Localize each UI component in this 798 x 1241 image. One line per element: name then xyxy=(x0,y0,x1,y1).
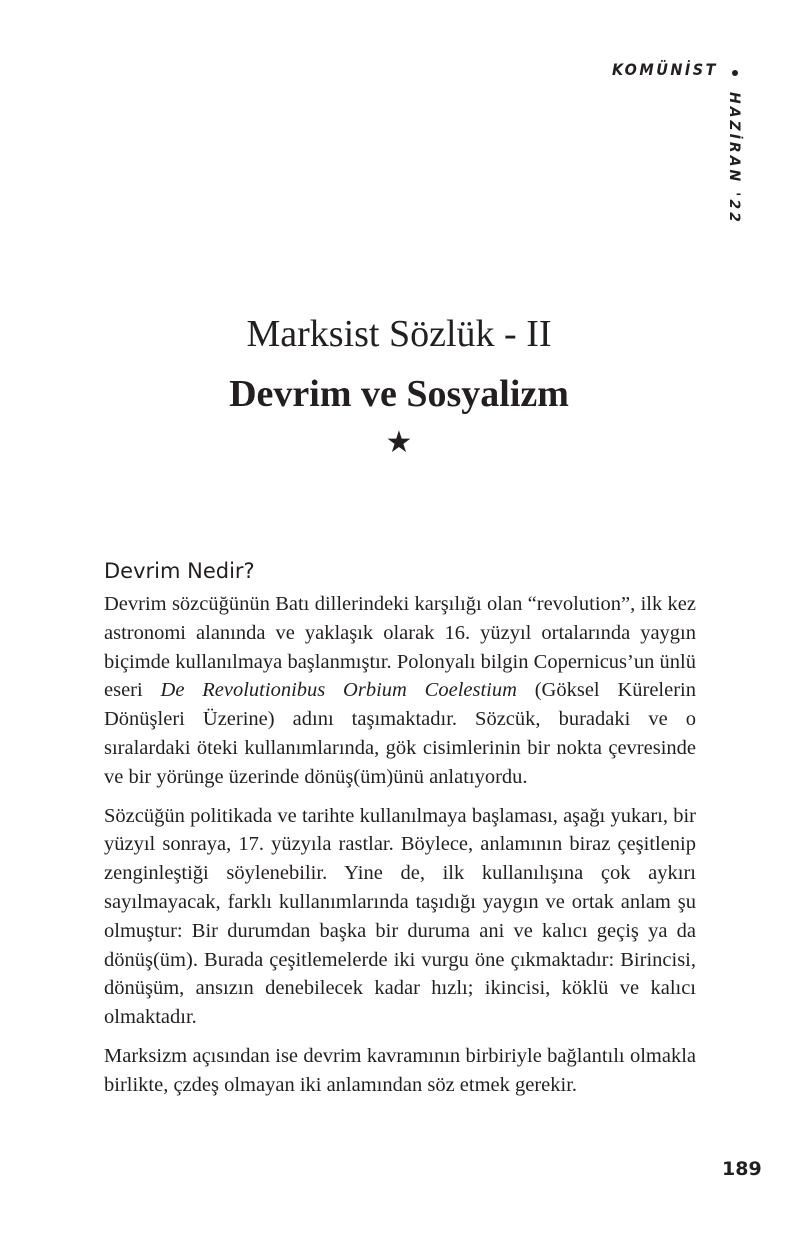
paragraph-1-text-a: Devrim sözcüğünün Batı dillerindeki karşılığı olan “revolution”, ilk kez astronomi alanında ve yaklaşık olarak 16. yüzyıl ortalarında yaygın biçimde kullanılmaya başlanmıştır. Polonyalı bilgin Copernicus’un ünlü eseri xyxy=(104,593,696,702)
page-number: 189 xyxy=(722,1158,762,1180)
section-heading: Devrim Nedir? xyxy=(104,559,255,583)
article-title-block xyxy=(0,308,798,458)
paragraph-2: Sözcüğün politikada ve tarihte kullanılmaya başlaması, aşağı yukarı, bir yüzyıl sonraya, 17. yüzyıla rastlar. Böylece, anlamının biraz çeşitlenip zenginleştiği söylenebilir. Yine de, ilk kullanılışına çok aykırı sayılmayacak, farklı kullanımlarında taşıdığı yaygın ve ortak anlam şu olmuştur: Bir durumdan başka bir duruma ani ve kalıcı geçiş ya da dönüş(üm). Burada çeşitlemelerde iki vurgu öne çıkmaktadır: Birincisi, dönüşüm, ansızın denebilecek kadar hızlı; ikincisi, köklü ve kalıcı olmaktadır. xyxy=(104,804,696,1029)
star-icon: ★ xyxy=(385,425,413,460)
running-head-publication: KOMÜNİST xyxy=(612,60,718,79)
running-head-date: HAZİRAN '22 xyxy=(726,92,742,225)
paragraph-1 xyxy=(104,590,696,792)
paragraph-3: Marksizm açısından ise devrim kavramının birbiriyle bağlantılı olmakla birlikte, çzdeş olmayan iki anlamından söz etmek gerekir. xyxy=(104,1044,696,1096)
article-title: Marksist Sözlük - II xyxy=(246,313,552,355)
bullet-dot-icon xyxy=(732,70,738,76)
article-subtitle: Devrim ve Sosyalizm xyxy=(229,373,569,415)
article-body xyxy=(104,556,696,1110)
book-title-italic: De Revolutionibus Orbium Coelestium xyxy=(160,679,517,702)
paragraph-1-text-b: (Göksel Kürelerin Dönüşleri Üzerine) adını taşımaktadır. Sözcük, buradaki ve o sıralardaki öteki kullanımlarında, gök cisimlerinin bir nokta çevresinde ve bir yörünge üzerinde dönüş(üm)ünü anlatıyordu. xyxy=(104,679,697,788)
